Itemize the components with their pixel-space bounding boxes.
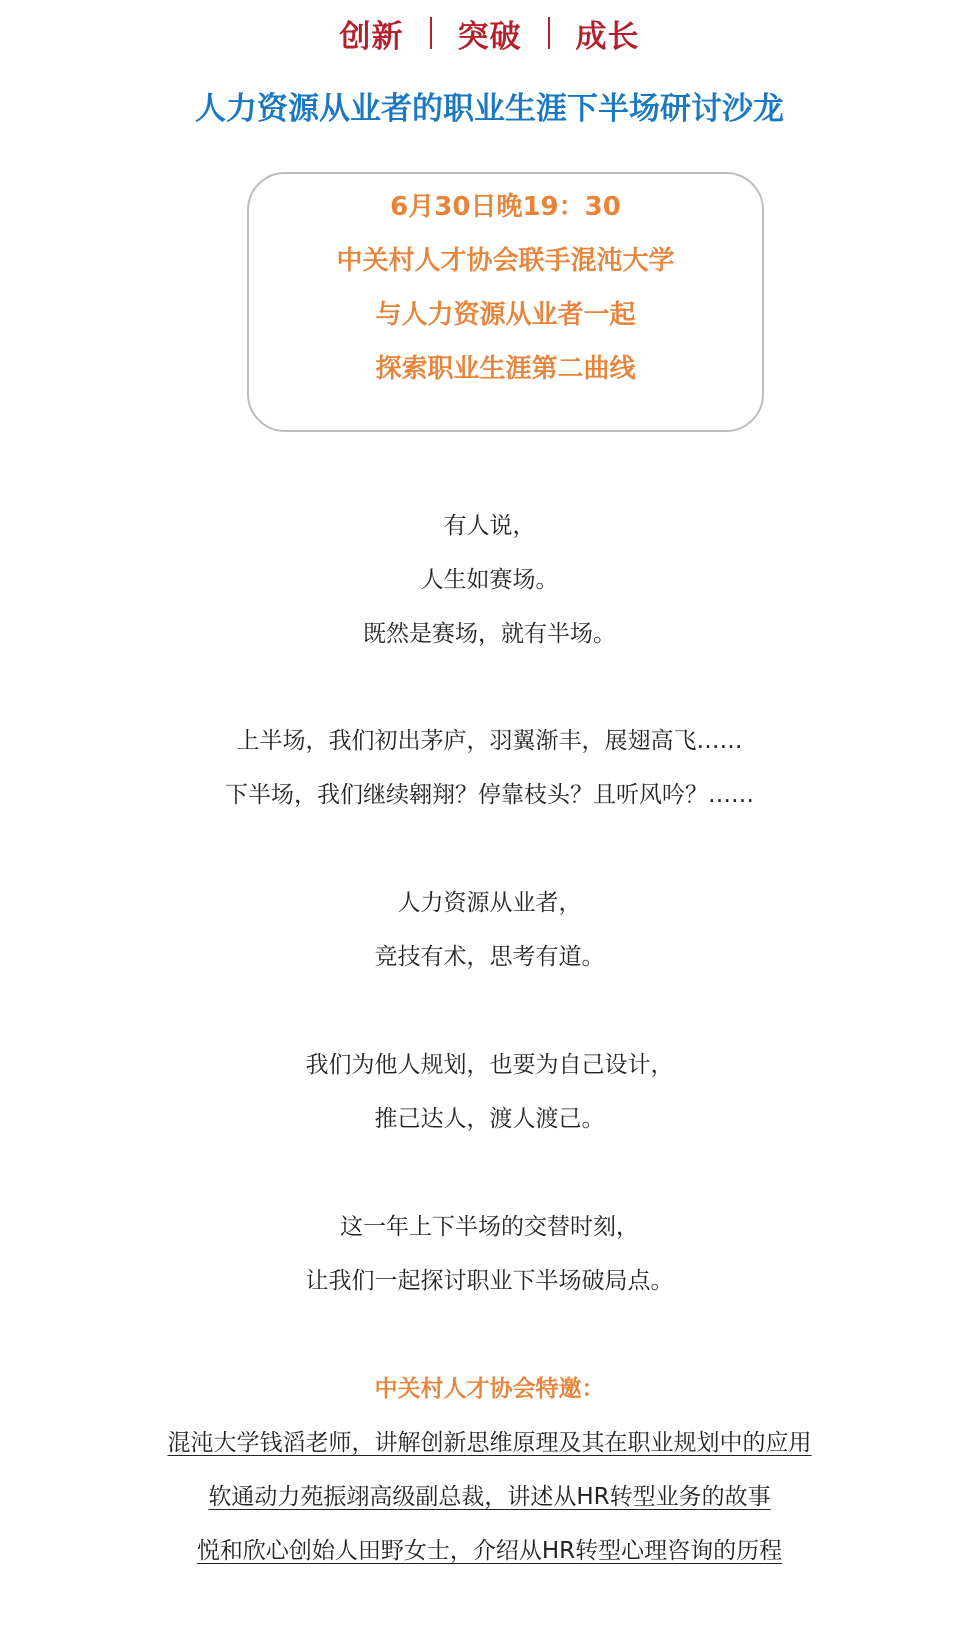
motto-separator xyxy=(430,17,432,49)
event-organizer: 中关村人才协会联手混沌大学 xyxy=(336,246,675,276)
invite-line: 让我们一起探讨职业下半场破局点。 xyxy=(305,1268,674,1294)
planning-line: 推己达人，渡人渡己。 xyxy=(374,1106,605,1132)
halves-line: 上半场，我们初出茅庐，羽翼渐丰，展翅高飞…… xyxy=(236,728,743,754)
event-info-box xyxy=(247,172,764,432)
page-title: 人力资源从业者的职业生涯下半场研讨沙龙 xyxy=(195,91,784,127)
halves-line: 下半场，我们继续翱翔？停靠枝头？且听风吟？…… xyxy=(225,782,754,808)
invite-line: 这一年上下半场的交替时刻， xyxy=(340,1214,639,1240)
guest-item-text: 软通动力苑振翊高级副总裁，讲述从HR转型业务的故事 xyxy=(208,1484,771,1510)
motto-separator xyxy=(548,17,550,49)
motto-banner xyxy=(0,8,979,58)
guest-item xyxy=(0,1533,979,1569)
event-audience: 与人力资源从业者一起 xyxy=(375,300,636,330)
guests-heading: 中关村人才协会特邀： xyxy=(374,1376,605,1402)
guest-item xyxy=(0,1425,979,1461)
hr-line: 竞技有术，思考有道。 xyxy=(374,944,605,970)
intro-line: 既然是赛场，就有半场。 xyxy=(363,621,616,647)
event-time: 6月30日晚19：30 xyxy=(390,192,621,222)
event-theme: 探索职业生涯第二曲线 xyxy=(375,354,636,384)
planning-line: 我们为他人规划，也要为自己设计， xyxy=(305,1052,674,1078)
guest-item-text: 悦和欣心创始人田野女士，介绍从HR转型心理咨询的历程 xyxy=(196,1538,783,1564)
motto-word-growth: 成长 xyxy=(575,18,640,55)
guest-item xyxy=(0,1479,979,1515)
hr-line: 人力资源从业者， xyxy=(397,890,582,916)
intro-line: 人生如赛场。 xyxy=(420,567,559,593)
intro-line: 有人说， xyxy=(443,513,536,539)
motto-word-breakthrough: 突破 xyxy=(457,18,522,55)
guest-item-text: 混沌大学钱滔老师，讲解创新思维原理及其在职业规划中的应用 xyxy=(167,1430,812,1456)
motto-word-innovation: 创新 xyxy=(339,18,404,55)
